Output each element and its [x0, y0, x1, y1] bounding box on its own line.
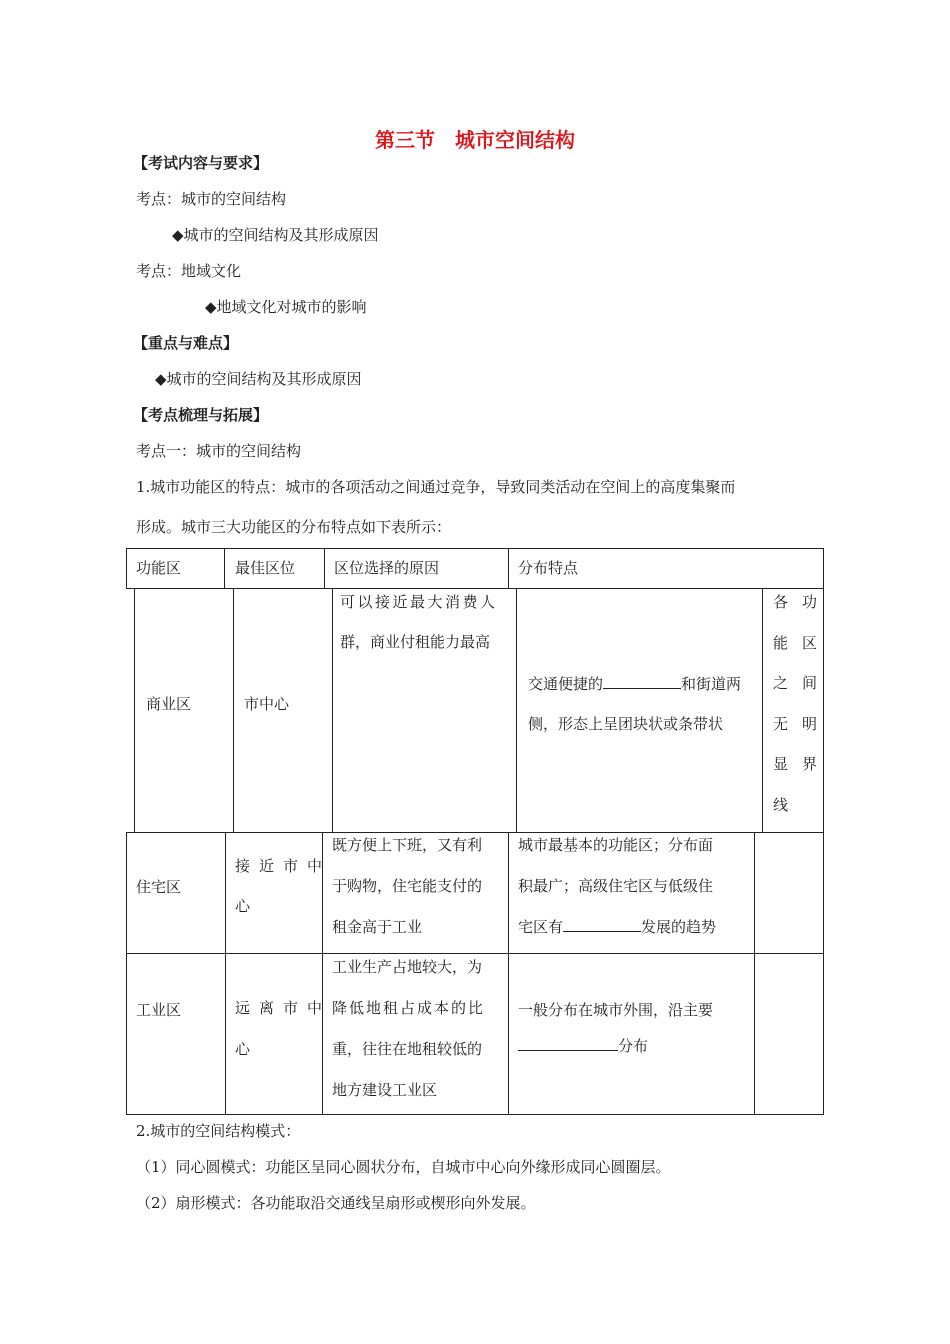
- review-point-1: 考点一：城市的空间结构: [136, 442, 302, 460]
- table-cell-zone-commercial: 商业区: [146, 695, 192, 713]
- fill-blank[interactable]: [603, 673, 681, 689]
- table-header-distribution: 分布特点: [518, 559, 579, 577]
- table-cell-reason-commercial-1: 可以接近最大消费人: [340, 593, 498, 611]
- exam-point-1: 考点：城市的空间结构: [136, 190, 287, 208]
- section-heading-exam: 【考试内容与要求】: [133, 154, 269, 172]
- table-cell-reason-residential-2: 于购物，住宅能支付的: [332, 877, 483, 895]
- table-cell-reason-industrial-4: 地方建设工业区: [332, 1081, 438, 1099]
- table-cell-location-residential-1: 接近市中: [235, 857, 332, 875]
- section-heading-review: 【考点梳理与拓展】: [133, 406, 269, 424]
- paragraph-1b: 形成。城市三大功能区的分布特点如下表所示：: [136, 518, 452, 536]
- table-cell-zone-industrial: 工业区: [136, 1001, 182, 1019]
- page-title: 第三节 城市空间结构: [375, 128, 575, 152]
- table-cell-dist-residential-1: 城市最基本的功能区；分布面: [518, 836, 714, 854]
- table-cell-dist-industrial-2: 分布: [518, 1026, 648, 1066]
- paragraph-2: 2.城市的空间结构模式：: [136, 1122, 301, 1140]
- table-cell-dist-commercial-2: 侧，形态上呈团块状或条带状: [528, 715, 724, 733]
- key-point: ◆城市的空间结构及其形成原因: [155, 370, 362, 388]
- table-cell-location-industrial-1: 远离市中: [235, 999, 332, 1017]
- table-cell-reason-industrial-2: 降低地租占成本的比: [332, 999, 486, 1017]
- table-cell-reason-commercial-2: 群，商业付租能力最高: [340, 633, 491, 651]
- table-cell-dist-industrial-1: 一般分布在城市外围，沿主要: [518, 1001, 714, 1019]
- table-cell-dist-commercial-1: 交通便捷的 和街道两: [528, 675, 742, 693]
- table-cell-reason-industrial-1: 工业生产占地较大，为: [332, 958, 483, 976]
- table-header-location: 最佳区位: [235, 559, 296, 577]
- table-cell-location-commercial: 市中心: [244, 695, 290, 713]
- table-cell-reason-residential-1: 既方便上下班，又有利: [332, 836, 483, 854]
- table-header-reason: 区位选择的原因: [334, 559, 440, 577]
- exam-point-1-detail: ◆城市的空间结构及其形成原因: [172, 226, 379, 244]
- section-heading-key: 【重点与难点】: [133, 334, 239, 352]
- table-cell-location-industrial-2: 心: [235, 1040, 251, 1058]
- table-header-zone: 功能区: [136, 559, 182, 577]
- paragraph-1a: 1.城市功能区的特点：城市的各项活动之间通过竞争，导致同类活动在空间上的高度集聚而: [136, 478, 736, 496]
- table-cell-dist-residential-3: 宅区有 发展的趋势: [518, 918, 717, 936]
- table-cell-reason-industrial-3: 重，往往在地租较低的: [332, 1040, 483, 1058]
- fill-blank[interactable]: [563, 916, 641, 932]
- fill-blank[interactable]: [518, 1035, 618, 1051]
- paragraph-3: （1）同心圆模式：功能区呈同心圆状分布，自城市中心向外缘形成同心圆圈层。: [136, 1158, 671, 1176]
- table-cell-dist-residential-2: 积最广；高级住宅区与低级住: [518, 877, 714, 895]
- side-note: 各 功 能 区 之 间 无 明 显 界 线: [773, 593, 817, 814]
- exam-point-2-detail: ◆地域文化对城市的影响: [205, 298, 367, 316]
- paragraph-4: （2）扇形模式：各功能取沿交通线呈扇形或楔形向外发展。: [136, 1194, 536, 1212]
- exam-point-2: 考点：地域文化: [136, 262, 242, 280]
- table-cell-reason-residential-3: 租金高于工业: [332, 918, 423, 936]
- table-cell-location-residential-2: 心: [235, 897, 251, 915]
- table-cell-zone-residential: 住宅区: [136, 878, 182, 896]
